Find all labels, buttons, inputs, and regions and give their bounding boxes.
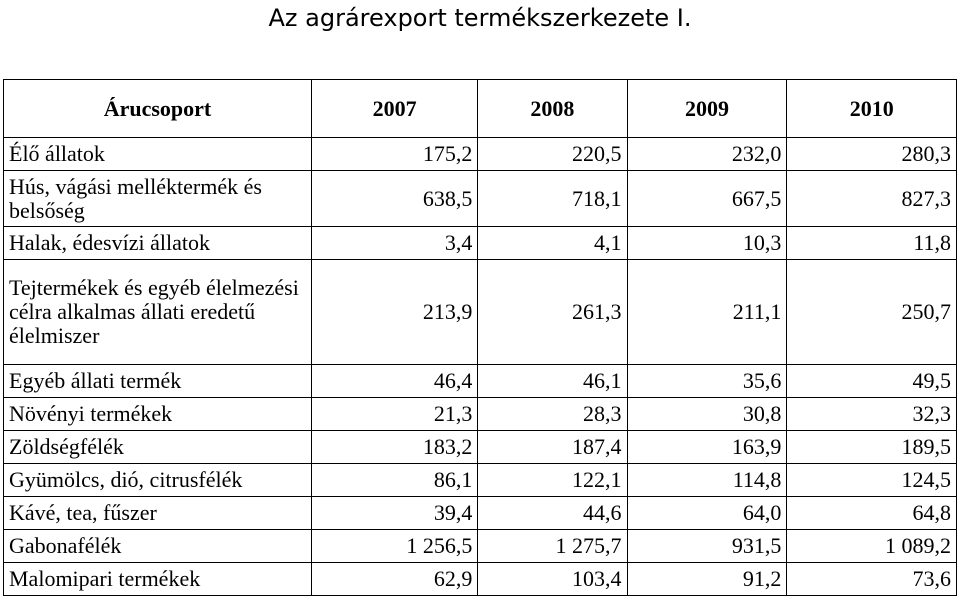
table-row bbox=[4, 464, 957, 497]
value-cell: 46,4 bbox=[312, 365, 478, 398]
value-cell: 64,8 bbox=[787, 497, 957, 530]
row-label: Zöldségfélék bbox=[4, 431, 312, 464]
row-label: Gyümölcs, dió, citrusfélék bbox=[4, 464, 312, 497]
page-title: Az agrárexport termékszerkezete I. bbox=[268, 4, 692, 32]
value-cell: 21,3 bbox=[312, 398, 478, 431]
value-cell: 280,3 bbox=[787, 138, 957, 171]
value-cell: 175,2 bbox=[312, 138, 478, 171]
row-label: Növényi termékek bbox=[4, 398, 312, 431]
row-label: Malomipari termékek bbox=[4, 563, 312, 596]
row-label: Kávé, tea, fűszer bbox=[4, 497, 312, 530]
value-cell: 638,5 bbox=[312, 171, 478, 227]
value-cell: 91,2 bbox=[627, 563, 787, 596]
table-header-row bbox=[4, 80, 957, 138]
table-row bbox=[4, 563, 957, 596]
value-cell: 827,3 bbox=[787, 171, 957, 227]
row-label: Élő állatok bbox=[4, 138, 312, 171]
value-cell: 11,8 bbox=[787, 227, 957, 260]
value-cell: 163,9 bbox=[627, 431, 787, 464]
column-header-2009: 2009 bbox=[627, 80, 787, 138]
column-header-2008: 2008 bbox=[478, 80, 627, 138]
value-cell: 189,5 bbox=[787, 431, 957, 464]
value-cell: 211,1 bbox=[627, 260, 787, 365]
value-cell: 718,1 bbox=[478, 171, 627, 227]
value-cell: 931,5 bbox=[627, 530, 787, 563]
value-cell: 114,8 bbox=[627, 464, 787, 497]
value-cell: 250,7 bbox=[787, 260, 957, 365]
value-cell: 39,4 bbox=[312, 497, 478, 530]
value-cell: 183,2 bbox=[312, 431, 478, 464]
value-cell: 46,1 bbox=[478, 365, 627, 398]
value-cell: 1 256,5 bbox=[312, 530, 478, 563]
value-cell: 667,5 bbox=[627, 171, 787, 227]
table-row bbox=[4, 365, 957, 398]
export-table bbox=[3, 79, 957, 596]
value-cell: 62,9 bbox=[312, 563, 478, 596]
value-cell: 73,6 bbox=[787, 563, 957, 596]
column-header-product-group: Árucsoport bbox=[4, 80, 312, 138]
value-cell: 220,5 bbox=[478, 138, 627, 171]
value-cell: 30,8 bbox=[627, 398, 787, 431]
table-row bbox=[4, 398, 957, 431]
value-cell: 32,3 bbox=[787, 398, 957, 431]
table-row bbox=[4, 530, 957, 563]
value-cell: 49,5 bbox=[787, 365, 957, 398]
row-label: Hús, vágási melléktermék és belsőség bbox=[4, 171, 312, 227]
table-row bbox=[4, 138, 957, 171]
value-cell: 3,4 bbox=[312, 227, 478, 260]
table-row bbox=[4, 171, 957, 227]
value-cell: 103,4 bbox=[478, 563, 627, 596]
value-cell: 10,3 bbox=[627, 227, 787, 260]
value-cell: 187,4 bbox=[478, 431, 627, 464]
value-cell: 4,1 bbox=[478, 227, 627, 260]
value-cell: 28,3 bbox=[478, 398, 627, 431]
value-cell: 232,0 bbox=[627, 138, 787, 171]
value-cell: 1 275,7 bbox=[478, 530, 627, 563]
value-cell: 213,9 bbox=[312, 260, 478, 365]
value-cell: 64,0 bbox=[627, 497, 787, 530]
column-header-2010: 2010 bbox=[787, 80, 957, 138]
column-header-2007: 2007 bbox=[312, 80, 478, 138]
value-cell: 44,6 bbox=[478, 497, 627, 530]
value-cell: 86,1 bbox=[312, 464, 478, 497]
table-row bbox=[4, 497, 957, 530]
value-cell: 261,3 bbox=[478, 260, 627, 365]
value-cell: 124,5 bbox=[787, 464, 957, 497]
table-row bbox=[4, 431, 957, 464]
row-label: Egyéb állati termék bbox=[4, 365, 312, 398]
value-cell: 1 089,2 bbox=[787, 530, 957, 563]
table-row bbox=[4, 260, 957, 365]
row-label: Gabonafélék bbox=[4, 530, 312, 563]
table-row bbox=[4, 227, 957, 260]
row-label: Tejtermékek és egyéb élelmezési célra alkalmas állati eredetű élelmiszer bbox=[4, 260, 312, 365]
value-cell: 122,1 bbox=[478, 464, 627, 497]
value-cell: 35,6 bbox=[627, 365, 787, 398]
row-label: Halak, édesvízi állatok bbox=[4, 227, 312, 260]
